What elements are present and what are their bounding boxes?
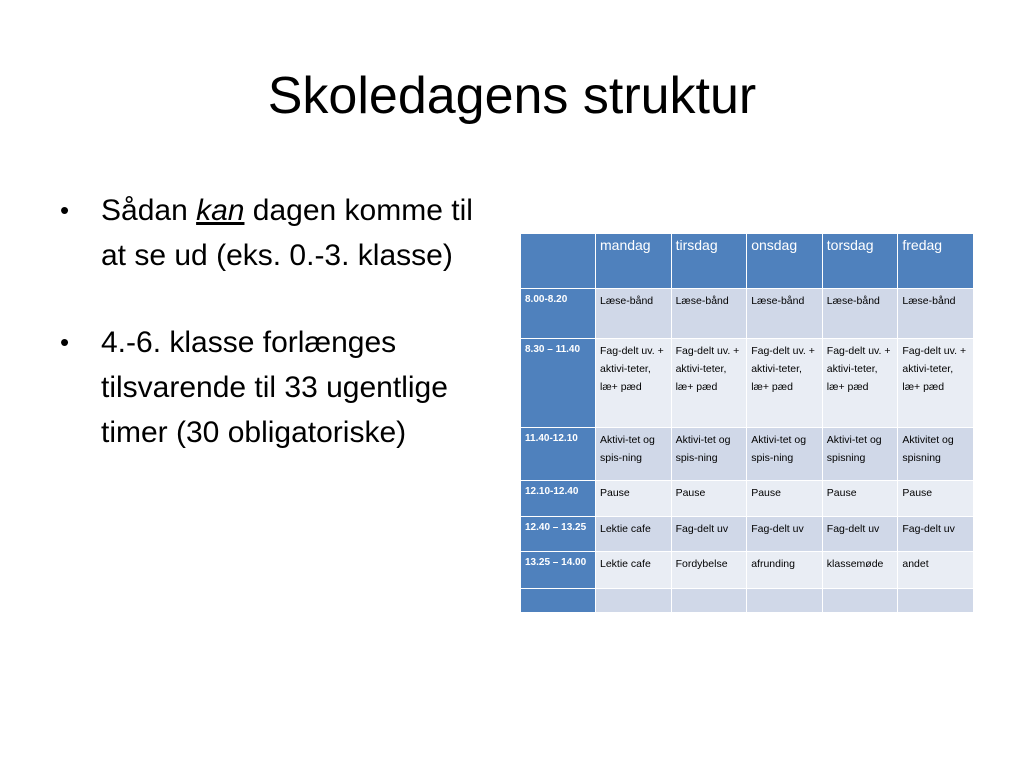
table-cell: Fag-delt uv: [671, 517, 747, 552]
table-cell: Aktivi-tet og spis-ning: [747, 428, 823, 481]
table-cell: Fag-delt uv. + aktivi-teter, læ+ pæd: [898, 339, 974, 428]
day-header: onsdag: [747, 234, 823, 289]
table-row: [521, 481, 974, 517]
time-cell: [521, 589, 596, 613]
table-cell: Pause: [898, 481, 974, 517]
table-cell: [898, 589, 974, 613]
table-cell: Fag-delt uv. + aktivi-teter, læ+ pæd: [822, 339, 898, 428]
table-cell: [822, 589, 898, 613]
time-cell: 13.25 – 14.00: [521, 552, 596, 589]
table-cell: [747, 589, 823, 613]
time-cell: 12.40 – 13.25: [521, 517, 596, 552]
time-cell: 12.10-12.40: [521, 481, 596, 517]
table-cell: Fag-delt uv. + aktivi-teter, læ+ pæd: [671, 339, 747, 428]
table-cell: Fag-delt uv: [898, 517, 974, 552]
table-corner-cell: [521, 234, 596, 289]
time-cell: 11.40-12.10: [521, 428, 596, 481]
table-row: [521, 552, 974, 589]
table-cell: Læse-bånd: [671, 289, 747, 339]
bullet-text-post: dagen komme til at se ud (eks. 0.-3. klasse): [101, 194, 473, 272]
table-cell: Fag-delt uv. + aktivi-teter, læ+ pæd: [596, 339, 672, 428]
table-cell: andet: [898, 552, 974, 589]
schedule-table: [520, 233, 974, 613]
table-row: [521, 289, 974, 339]
bullet-item: [58, 188, 498, 278]
bullet-list: [58, 188, 498, 497]
table-cell: Fag-delt uv. + aktivi-teter, læ+ pæd: [747, 339, 823, 428]
time-cell: 8.00-8.20: [521, 289, 596, 339]
time-cell: 8.30 – 11.40: [521, 339, 596, 428]
table-row: [521, 428, 974, 481]
table-cell: Læse-bånd: [898, 289, 974, 339]
table-cell: [671, 589, 747, 613]
table-header-row: [521, 234, 974, 289]
slide-title: Skoledagens struktur: [267, 67, 757, 125]
bullet-dot-icon: •: [60, 195, 70, 225]
bullet-text: 4.-6. klasse forlænges tilsvarende til 33 ugentlige timer (30 obligatoriske): [101, 326, 448, 449]
table-cell: Pause: [747, 481, 823, 517]
day-header: mandag: [596, 234, 672, 289]
table-cell: [596, 589, 672, 613]
table-cell: Aktivi-tet og spis-ning: [596, 428, 672, 481]
bullet-text-emphasis: kan: [196, 194, 245, 227]
table-cell: Aktivi-tet og spisning: [822, 428, 898, 481]
bullet-item: [58, 320, 498, 455]
day-header: tirsdag: [671, 234, 747, 289]
table-cell: afrunding: [747, 552, 823, 589]
day-header: torsdag: [822, 234, 898, 289]
table-cell: Aktivitet og spisning: [898, 428, 974, 481]
table-cell: Aktivi-tet og spis-ning: [671, 428, 747, 481]
table-cell: Læse-bånd: [822, 289, 898, 339]
table-cell: Lektie cafe: [596, 552, 672, 589]
bullet-dot-icon: •: [60, 327, 70, 357]
table-row: [521, 589, 974, 613]
table-cell: Pause: [822, 481, 898, 517]
table-cell: Fag-delt uv: [747, 517, 823, 552]
table-cell: Læse-bånd: [596, 289, 672, 339]
table-cell: Lektie cafe: [596, 517, 672, 552]
table-cell: Pause: [596, 481, 672, 517]
day-header: fredag: [898, 234, 974, 289]
bullet-text-pre: Sådan: [101, 194, 197, 227]
table-cell: Læse-bånd: [747, 289, 823, 339]
table-cell: Fordybelse: [671, 552, 747, 589]
table-cell: klassemøde: [822, 552, 898, 589]
table-cell: Pause: [671, 481, 747, 517]
table-row: [521, 517, 974, 552]
table-cell: Fag-delt uv: [822, 517, 898, 552]
table-row: [521, 339, 974, 428]
